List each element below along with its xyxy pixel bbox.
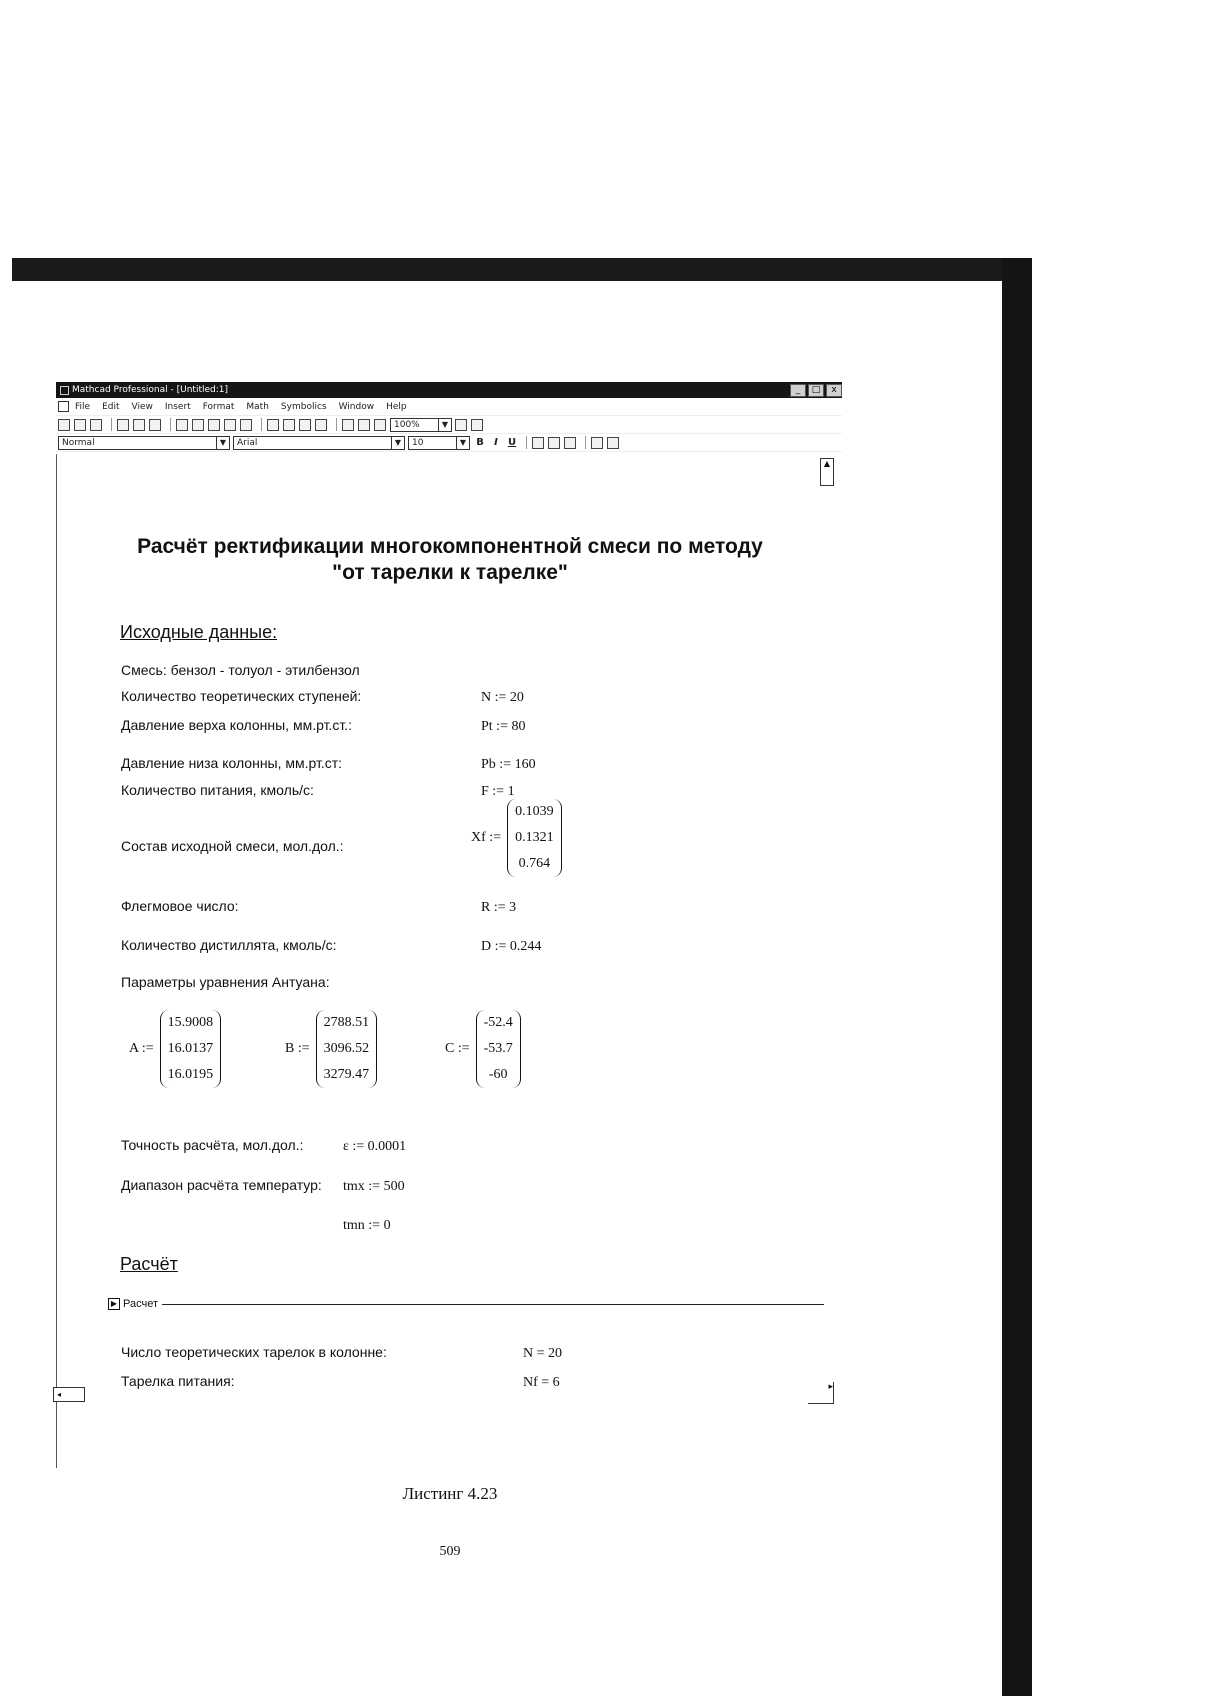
scan-shadow-top <box>12 258 1024 281</box>
save-icon[interactable] <box>90 419 102 431</box>
antoine-label: Параметры уравнения Антуана: <box>121 974 330 990</box>
zoom-select[interactable] <box>390 418 452 432</box>
collapsed-region[interactable] <box>108 1296 824 1312</box>
cut-icon[interactable] <box>176 419 188 431</box>
vertical-scrollbar[interactable]: ▲ <box>820 458 834 486</box>
toolbar-separator <box>261 418 262 431</box>
antoine-a-value: 15.9008 <box>167 1015 214 1030</box>
print-preview-icon[interactable] <box>133 419 145 431</box>
reflux-label: Флегмовое число: <box>121 898 239 914</box>
menu-symbolics[interactable]: Symbolics <box>280 401 327 412</box>
worksheet-title <box>57 534 843 586</box>
redo-icon[interactable] <box>240 419 252 431</box>
worksheet[interactable] <box>56 454 842 1468</box>
region-line <box>162 1304 824 1305</box>
insert-function-icon[interactable] <box>283 419 295 431</box>
accuracy-label: Точность расчёта, мол.дол.: <box>121 1137 304 1153</box>
toolbar-separator <box>585 436 586 449</box>
mathcad-window <box>56 382 842 1468</box>
bold-button[interactable]: B <box>476 437 484 448</box>
insert-unit-icon[interactable] <box>299 419 311 431</box>
composition-value: 0.1039 <box>515 804 554 819</box>
menu-insert[interactable]: Insert <box>164 401 191 412</box>
window-titlebar <box>56 382 842 398</box>
close-button[interactable]: x <box>826 384 842 397</box>
font-select[interactable] <box>233 436 405 450</box>
window-title: Mathcad Professional - [Untitled:1] <box>72 385 228 395</box>
feed-label: Количество питания, кмоль/с: <box>121 782 314 798</box>
help-icon[interactable] <box>471 419 483 431</box>
title-line-1: Расчёт ректификации многокомпонентной смеси по методу <box>137 535 763 558</box>
composition-matrix[interactable] <box>471 799 562 877</box>
antoine-a-value: 16.0137 <box>167 1041 214 1056</box>
numbering-icon[interactable] <box>607 437 619 449</box>
menu-window[interactable]: Window <box>338 401 375 412</box>
feed-stage-expr: Nf = 6 <box>523 1375 560 1390</box>
region-label: Расчет <box>123 1298 158 1310</box>
formatting-toolbar <box>56 434 842 452</box>
chevron-down-icon: ▼ <box>456 437 469 449</box>
resource-center-icon[interactable] <box>455 419 467 431</box>
minimize-button[interactable]: _ <box>790 384 806 397</box>
style-select[interactable] <box>58 436 230 450</box>
calculate-icon[interactable] <box>315 419 327 431</box>
underline-button[interactable]: U <box>507 437 517 448</box>
antoine-c-value: -60 <box>488 1067 508 1082</box>
page-number: 509 <box>439 1544 461 1559</box>
zoom-value: 100% <box>394 419 420 430</box>
menu-help[interactable]: Help <box>386 401 407 412</box>
toolbar-separator <box>111 418 112 431</box>
composition-values <box>507 799 562 877</box>
composition-value: 0.764 <box>518 856 551 871</box>
top-pressure-expr[interactable]: Pt := 80 <box>481 719 526 734</box>
antoine-a-value: 16.0195 <box>167 1067 214 1082</box>
chevron-down-icon: ▼ <box>216 437 229 449</box>
antoine-c-var: C := <box>445 1041 470 1056</box>
composition-label: Состав исходной смеси, мол.дол.: <box>121 838 344 854</box>
antoine-b-value: 3096.52 <box>323 1041 370 1056</box>
toolbar-separator <box>336 418 337 431</box>
spellcheck-icon[interactable] <box>149 419 161 431</box>
menu-math[interactable]: Math <box>246 401 269 412</box>
antoine-a-values <box>160 1010 222 1088</box>
antoine-c-value: -53.7 <box>483 1041 513 1056</box>
align-center-icon[interactable] <box>548 437 560 449</box>
document-icon[interactable] <box>58 401 69 412</box>
italic-button[interactable]: I <box>494 437 498 448</box>
toolbar-separator <box>526 436 527 449</box>
composition-value: 0.1321 <box>515 830 554 845</box>
tmx-expr[interactable]: tmx := 500 <box>343 1179 405 1194</box>
stages-expr[interactable]: N := 20 <box>481 690 524 705</box>
title-line-2: "от тарелки к тарелке" <box>332 561 568 584</box>
app-icon <box>60 386 69 395</box>
align-icon[interactable] <box>267 419 279 431</box>
composition-var: Xf := <box>471 830 502 845</box>
font-size-value: 10 <box>412 437 424 448</box>
bottom-pressure-label: Давление низа колонны, мм.рт.ст: <box>121 755 343 771</box>
result-stages-label: Число теоретических тарелок в колонне: <box>121 1344 387 1360</box>
open-icon[interactable] <box>74 419 86 431</box>
feed-expr[interactable]: F := 1 <box>481 784 515 799</box>
mixture-label: Смесь: бензол - толуол - этилбензол <box>121 662 360 678</box>
antoine-c-matrix[interactable] <box>445 1010 521 1088</box>
result-stages-expr: N = 20 <box>523 1346 563 1361</box>
antoine-c-value: -52.4 <box>483 1015 513 1030</box>
top-pressure-label: Давление верха колонны, мм.рт.ст.: <box>121 717 352 733</box>
reflux-expr[interactable]: R := 3 <box>481 900 517 915</box>
distillate-expr[interactable]: D := 0.244 <box>481 939 542 954</box>
chevron-down-icon: ▼ <box>438 419 451 431</box>
bullets-icon[interactable] <box>591 437 603 449</box>
accuracy-expr[interactable]: ε := 0.0001 <box>343 1139 407 1154</box>
listing-caption: Листинг 4.23 <box>402 1484 498 1503</box>
antoine-c-values <box>476 1010 521 1088</box>
bottom-pressure-expr[interactable]: Pb := 160 <box>481 757 536 772</box>
antoine-b-matrix[interactable] <box>285 1010 377 1088</box>
new-icon[interactable] <box>58 419 70 431</box>
hyperlink-icon[interactable] <box>374 419 386 431</box>
maximize-button[interactable]: □ <box>808 384 824 397</box>
distillate-label: Количество дистиллята, кмоль/с: <box>121 937 337 953</box>
toolbar-separator <box>170 418 171 431</box>
expand-arrow-icon[interactable]: ▶ <box>108 1298 120 1310</box>
stages-label: Количество теоретических ступеней: <box>121 688 362 704</box>
calc-heading: Расчёт <box>120 1254 178 1274</box>
paste-icon[interactable] <box>208 419 220 431</box>
style-value: Normal <box>62 437 95 448</box>
input-data-heading: Исходные данные: <box>120 622 278 642</box>
menu-file[interactable]: File <box>75 401 91 412</box>
menu-edit[interactable]: Edit <box>102 401 120 412</box>
feed-stage-label: Тарелка питания: <box>121 1373 235 1389</box>
temp-range-label: Диапазон расчёта температур: <box>121 1177 322 1193</box>
align-right-icon[interactable] <box>564 437 576 449</box>
align-left-icon[interactable] <box>532 437 544 449</box>
antoine-b-value: 2788.51 <box>323 1015 370 1030</box>
component-icon[interactable] <box>358 419 370 431</box>
menu-bar <box>56 398 842 416</box>
undo-icon[interactable] <box>224 419 236 431</box>
antoine-b-values <box>316 1010 378 1088</box>
print-icon[interactable] <box>117 419 129 431</box>
resize-grip[interactable]: ▸ <box>808 1382 834 1404</box>
horizontal-scrollbar[interactable]: ◂ <box>53 1387 85 1402</box>
antoine-a-var: A := <box>129 1041 154 1056</box>
scan-shadow-right <box>1002 258 1032 1696</box>
font-size-select[interactable] <box>408 436 470 450</box>
copy-icon[interactable] <box>192 419 204 431</box>
antoine-b-value: 3279.47 <box>323 1067 370 1082</box>
resource-icon[interactable] <box>342 419 354 431</box>
standard-toolbar <box>56 416 842 434</box>
menu-format[interactable]: Format <box>202 401 235 412</box>
menu-view[interactable]: View <box>131 401 153 412</box>
tmn-expr[interactable]: tmn := 0 <box>343 1218 391 1233</box>
antoine-a-matrix[interactable] <box>129 1010 221 1088</box>
chevron-down-icon: ▼ <box>391 437 404 449</box>
font-value: Arial <box>237 437 258 448</box>
antoine-b-var: B := <box>285 1041 310 1056</box>
